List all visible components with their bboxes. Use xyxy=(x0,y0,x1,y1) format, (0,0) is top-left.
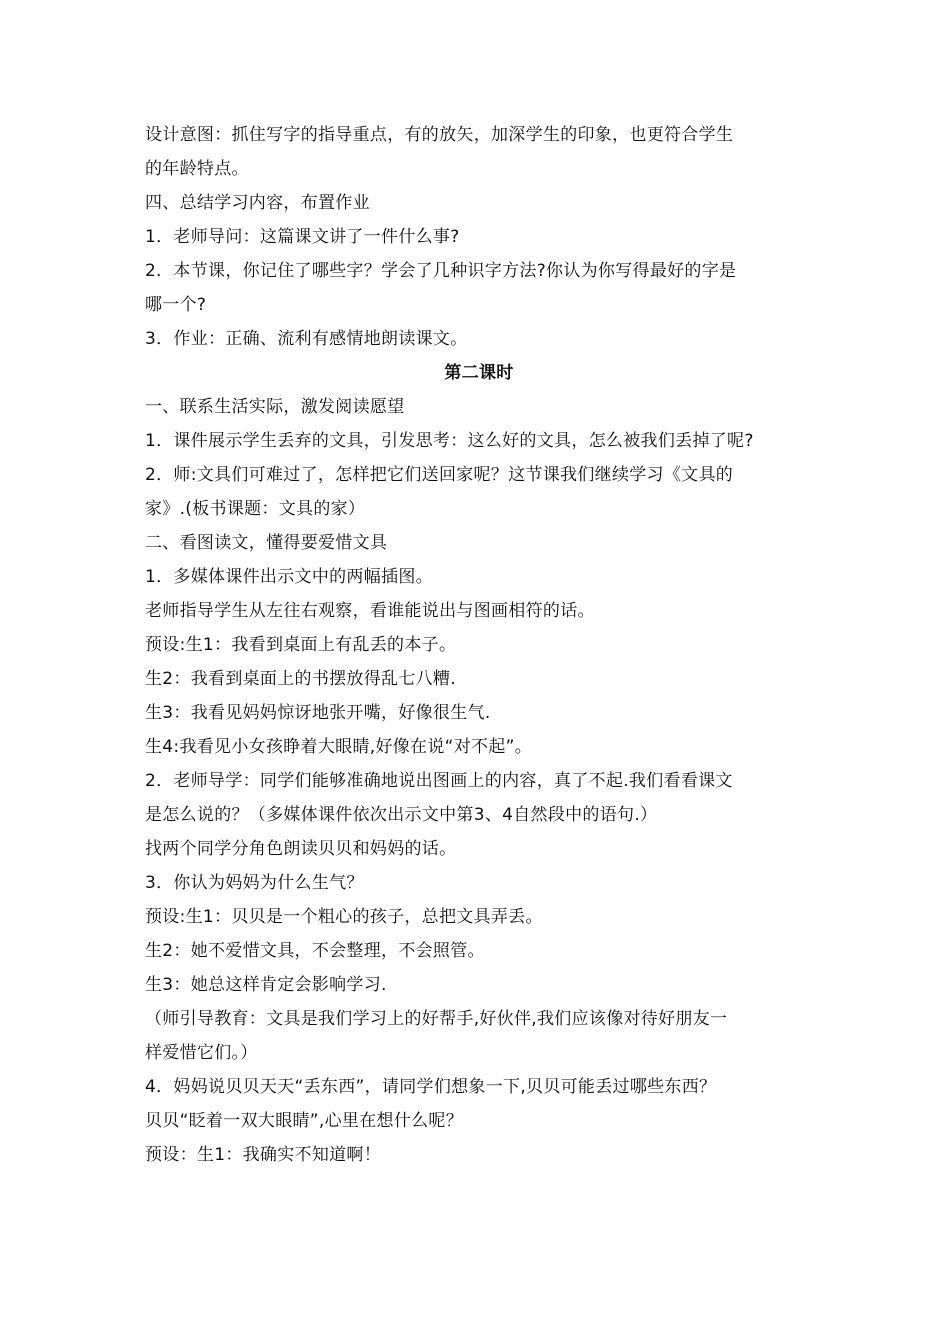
text-line: （师引导教育：文具是我们学习上的好帮手,好伙伴,我们应该像对待好朋友一 xyxy=(145,1009,728,1029)
text-line: 预设：生1：我确实不知道啊！ xyxy=(145,1145,382,1165)
text-line: 生2：她不爱惜文具，不会整理，不会照管。 xyxy=(145,941,485,961)
section-heading: 四、总结学习内容，布置作业 xyxy=(145,193,370,213)
text-line: 4．妈妈说贝贝天天“丢东西”，请同学们想象一下,贝贝可能丢过哪些东西？ xyxy=(145,1077,717,1097)
text-line: 设计意图：抓住写字的指导重点，有的放矢，加深学生的印象，也更符合学生 xyxy=(145,125,734,145)
text-line: 2．老师导学：同学们能够准确地说出图画上的内容，真了不起.我们看看课文 xyxy=(145,771,733,791)
text-line: 预设:生1：贝贝是一个粗心的孩子，总把文具弄丢。 xyxy=(145,907,543,927)
text-line: 1．多媒体课件出示文中的两幅插图。 xyxy=(145,567,433,587)
text-line: 3．你认为妈妈为什么生气？ xyxy=(145,873,364,893)
text-line: 贝贝“眨着一双大眼睛”,心里在想什么呢？ xyxy=(145,1111,464,1131)
lesson-title: 第二课时 xyxy=(444,363,514,383)
text-line: 2．师:文具们可难过了，怎样把它们送回家呢？这节课我们继续学习《文具的 xyxy=(145,465,734,485)
text-line: 样爱惜它们。） xyxy=(145,1043,258,1063)
text-line: 1．老师导问：这篇课文讲了一件什么事? xyxy=(145,227,460,247)
text-line: 哪一个? xyxy=(145,295,207,315)
text-line: 生4:我看见小女孩睁着大眼睛,好像在说“对不起”。 xyxy=(145,737,533,757)
text-line: 家》.(板书课题：文具的家） xyxy=(145,499,366,519)
text-line: 预设:生1：我看到桌面上有乱丢的本子。 xyxy=(145,635,457,655)
text-line: 2．本节课，你记住了哪些字？学会了几种识字方法?你认为你写得最好的字是 xyxy=(145,261,737,281)
text-line: 是怎么说的？（多媒体课件依次出示文中第3、4自然段中的语句.） xyxy=(145,805,658,825)
text-line: 的年龄特点。 xyxy=(145,159,249,179)
section-heading: 二、看图读文，懂得要爱惜文具 xyxy=(145,533,388,553)
text-line: 3．作业：正确、流利有感情地朗读课文。 xyxy=(145,329,468,349)
text-line: 生3：她总这样肯定会影响学习. xyxy=(145,975,387,995)
text-line: 生3：我看见妈妈惊讶地张开嘴，好像很生气. xyxy=(145,703,491,723)
text-line: 找两个同学分角色朗读贝贝和妈妈的话。 xyxy=(145,839,457,859)
document-body xyxy=(145,118,813,1172)
text-line: 1．课件展示学生丢弃的文具，引发思考：这么好的文具，怎么被我们丢掉了呢? xyxy=(145,431,754,451)
text-line: 生2：我看到桌面上的书摆放得乱七八糟. xyxy=(145,669,456,689)
text-line: 老师指导学生从左往右观察，看谁能说出与图画相符的话。 xyxy=(145,601,595,621)
section-heading: 一、联系生活实际，激发阅读愿望 xyxy=(145,397,405,417)
